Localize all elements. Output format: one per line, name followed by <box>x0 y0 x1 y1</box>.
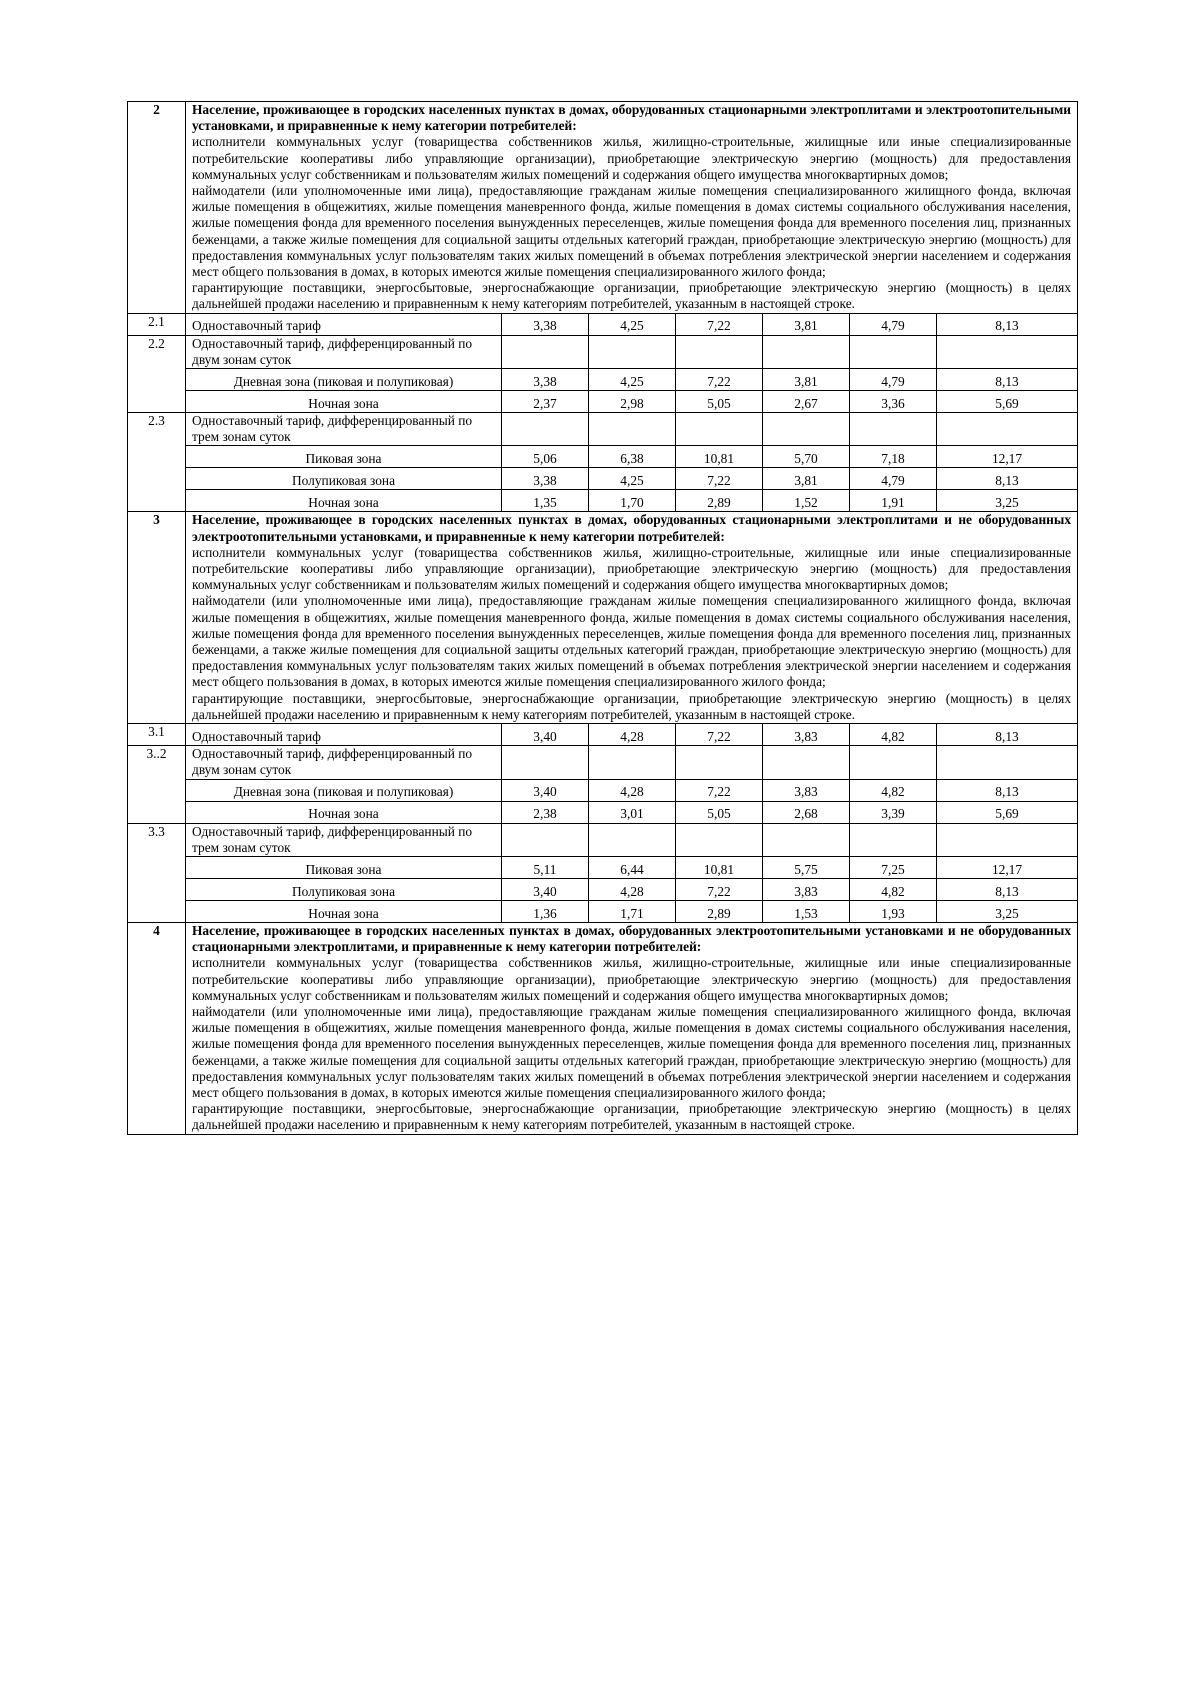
tariff-value: 8,13 <box>937 468 1078 490</box>
empty-cell <box>589 746 676 779</box>
section-paragraph: наймодатели (или уполномоченные ими лица), предоставляющие гражданам жилые помещения специализированного жилищного фонда, включая жилые помещения в общежитиях, жилые помещения маневренного фонда, жилые помещения в домах системы социального обслуживания населения, жилые помещения фонда для временного поселения вынужденных переселенцев, жилые помещения фонда для временного поселения лиц, признанных беженцами, а также жилые помещения для социальной защиты отдельных категорий граждан, приобретающие электрическую энергию (мощность) для предоставления коммунальных услуг пользователям таких жилых помещений в объемах потребления электрической энергии населением и содержания мест общего пользования в домах, в которых имеются жилые помещения специализированного жилого фонда; <box>192 183 1072 280</box>
tariff-value: 7,22 <box>676 313 763 335</box>
tariff-value: 8,13 <box>937 313 1078 335</box>
zone-label: Ночная зона <box>186 391 502 413</box>
tariff-value: 4,82 <box>850 878 937 900</box>
tariff-value: 5,06 <box>502 446 589 468</box>
section-row <box>128 102 1078 314</box>
tariff-value: 4,25 <box>589 468 676 490</box>
tariff-value: 3,83 <box>763 724 850 746</box>
tariff-value: 5,69 <box>937 801 1078 823</box>
tariff-value: 6,38 <box>589 446 676 468</box>
tariff-value: 3,25 <box>937 900 1078 922</box>
section-paragraph: гарантирующие поставщики, энергосбытовые, энергоснабжающие организации, приобретающие электрическую энергию (мощность) в целях дальнейшей продажи населению и приравненным к нему категориям потребителей, указанным в настоящей строке. <box>192 280 1072 312</box>
tariff-value: 5,05 <box>676 801 763 823</box>
empty-cell <box>676 746 763 779</box>
row-number: 3..2 <box>128 746 186 823</box>
empty-cell <box>850 746 937 779</box>
zone-label: Пиковая зона <box>186 856 502 878</box>
tariff-value: 1,70 <box>589 490 676 512</box>
tariff-row <box>128 724 1078 746</box>
tariff-zone-row <box>128 446 1078 468</box>
section-title: Население, проживающее в городских населенных пунктах в домах, оборудованных стационарными электроплитами и электроотопительными установками, и приравненные к нему категории потребителей: <box>192 102 1072 134</box>
tariff-value: 3,40 <box>502 724 589 746</box>
section-paragraph: исполнители коммунальных услуг (товарищества собственников жилья, жилищно-строительные, жилищные или иные специализированные потребительские кооперативы либо управляющие организации), приобретающие электрическую энергию (мощность) для предоставления коммунальных услуг собственникам и пользователям жилых помещений и содержания общего имущества многоквартирных домов; <box>192 544 1072 593</box>
tariff-value: 4,28 <box>589 779 676 801</box>
tariff-value: 1,35 <box>502 490 589 512</box>
tariff-group-row <box>128 746 1078 779</box>
section-number: 2 <box>128 102 186 314</box>
tariff-label: Одноставочный тариф <box>186 313 502 335</box>
tariff-row <box>128 313 1078 335</box>
tariff-value: 7,22 <box>676 369 763 391</box>
section-row <box>128 512 1078 724</box>
zone-label: Дневная зона (пиковая и полупиковая) <box>186 779 502 801</box>
tariff-value: 3,38 <box>502 369 589 391</box>
tariff-value: 12,17 <box>937 856 1078 878</box>
tariff-value: 6,44 <box>589 856 676 878</box>
empty-cell <box>589 335 676 368</box>
tariff-zone-row <box>128 490 1078 512</box>
tariff-value: 1,93 <box>850 900 937 922</box>
empty-cell <box>850 413 937 446</box>
tariff-value: 4,79 <box>850 313 937 335</box>
tariff-value: 3,83 <box>763 779 850 801</box>
tariff-value: 2,37 <box>502 391 589 413</box>
tariff-value: 3,36 <box>850 391 937 413</box>
empty-cell <box>937 413 1078 446</box>
tariff-group-row <box>128 413 1078 446</box>
tariff-value: 3,40 <box>502 779 589 801</box>
zone-label: Ночная зона <box>186 490 502 512</box>
tariff-value: 3,25 <box>937 490 1078 512</box>
tariff-value: 4,28 <box>589 724 676 746</box>
tariff-value: 3,38 <box>502 313 589 335</box>
tariff-value: 3,39 <box>850 801 937 823</box>
tariff-value: 2,89 <box>676 490 763 512</box>
zone-label: Ночная зона <box>186 801 502 823</box>
tariff-value: 7,18 <box>850 446 937 468</box>
tariff-value: 3,83 <box>763 878 850 900</box>
tariff-value: 3,01 <box>589 801 676 823</box>
tariff-value: 7,22 <box>676 468 763 490</box>
tariff-value: 1,36 <box>502 900 589 922</box>
tariff-value: 5,70 <box>763 446 850 468</box>
tariff-value: 4,79 <box>850 468 937 490</box>
tariff-value: 7,22 <box>676 724 763 746</box>
tariff-value: 1,52 <box>763 490 850 512</box>
row-number: 2.1 <box>128 313 186 335</box>
section-row <box>128 922 1078 1134</box>
empty-cell <box>589 823 676 856</box>
tariff-value: 2,68 <box>763 801 850 823</box>
empty-cell <box>763 335 850 368</box>
tariff-value: 8,13 <box>937 369 1078 391</box>
empty-cell <box>502 823 589 856</box>
tariff-table <box>127 101 1078 1135</box>
tariff-value: 10,81 <box>676 856 763 878</box>
section-number: 3 <box>128 512 186 724</box>
section-paragraph: гарантирующие поставщики, энергосбытовые, энергоснабжающие организации, приобретающие электрическую энергию (мощность) в целях дальнейшей продажи населению и приравненным к нему категориям потребителей, указанным в настоящей строке. <box>192 690 1072 722</box>
tariff-table-body <box>128 102 1078 1135</box>
row-number: 2.2 <box>128 335 186 412</box>
tariff-zone-row <box>128 856 1078 878</box>
tariff-value: 3,38 <box>502 468 589 490</box>
tariff-zone-row <box>128 900 1078 922</box>
tariff-label: Одноставочный тариф, дифференцированный по трем зонам суток <box>186 823 502 856</box>
section-paragraph: наймодатели (или уполномоченные ими лица), предоставляющие гражданам жилые помещения специализированного жилищного фонда, включая жилые помещения в общежитиях, жилые помещения маневренного фонда, жилые помещения в домах системы социального обслуживания населения, жилые помещения фонда для временного поселения вынужденных переселенцев, жилые помещения фонда для временного поселения лиц, признанных беженцами, а также жилые помещения для социальной защиты отдельных категорий граждан, приобретающие электрическую энергию (мощность) для предоставления коммунальных услуг пользователям таких жилых помещений в объемах потребления электрической энергии населением и содержания мест общего пользования в домах, в которых имеются жилые помещения специализированного жилого фонда; <box>192 593 1072 690</box>
section-title: Население, проживающее в городских населенных пунктах в домах, оборудованных стационарными электроплитами и не оборудованных электроотопительными установками, и приравненные к нему категории потребителей: <box>192 512 1072 544</box>
empty-cell <box>763 746 850 779</box>
tariff-value: 4,79 <box>850 369 937 391</box>
tariff-label: Одноставочный тариф, дифференцированный по двум зонам суток <box>186 746 502 779</box>
empty-cell <box>676 335 763 368</box>
empty-cell <box>502 746 589 779</box>
tariff-value: 8,13 <box>937 878 1078 900</box>
tariff-value: 5,11 <box>502 856 589 878</box>
tariff-value: 4,82 <box>850 779 937 801</box>
tariff-value: 8,13 <box>937 724 1078 746</box>
tariff-value: 3,81 <box>763 369 850 391</box>
row-number: 3.3 <box>128 823 186 922</box>
section-paragraph: исполнители коммунальных услуг (товарищества собственников жилья, жилищно-строительные, жилищные или иные специализированные потребительские кооперативы либо управляющие организации), приобретающие электрическую энергию (мощность) для предоставления коммунальных услуг собственникам и пользователям жилых помещений и содержания общего имущества многоквартирных домов; <box>192 134 1072 182</box>
empty-cell <box>502 413 589 446</box>
zone-label: Пиковая зона <box>186 446 502 468</box>
tariff-value: 8,13 <box>937 779 1078 801</box>
empty-cell <box>676 823 763 856</box>
tariff-value: 4,25 <box>589 313 676 335</box>
zone-label: Дневная зона (пиковая и полупиковая) <box>186 369 502 391</box>
empty-cell <box>850 335 937 368</box>
tariff-label: Одноставочный тариф <box>186 724 502 746</box>
tariff-value: 5,69 <box>937 391 1078 413</box>
tariff-value: 1,53 <box>763 900 850 922</box>
tariff-value: 7,25 <box>850 856 937 878</box>
tariff-value: 5,75 <box>763 856 850 878</box>
tariff-group-row <box>128 823 1078 856</box>
row-number: 2.3 <box>128 413 186 512</box>
section-description <box>186 922 1078 1134</box>
section-number: 4 <box>128 922 186 1134</box>
zone-label: Полупиковая зона <box>186 468 502 490</box>
tariff-value: 10,81 <box>676 446 763 468</box>
section-title: Население, проживающее в городских населенных пунктах в домах, оборудованных электроотопительными установками и не оборудованных стационарными электроплитами, и приравненные к нему категории потребителей: <box>192 922 1072 955</box>
section-paragraph: исполнители коммунальных услуг (товарищества собственников жилья, жилищно-строительные, жилищные или иные специализированные потребительские кооперативы либо управляющие организации), приобретающие электрическую энергию (мощность) для предоставления коммунальных услуг собственникам и пользователям жилых помещений и содержания общего имущества многоквартирных домов; <box>192 955 1072 1003</box>
tariff-label: Одноставочный тариф, дифференцированный по трем зонам суток <box>186 413 502 446</box>
tariff-value: 3,40 <box>502 878 589 900</box>
tariff-value: 1,71 <box>589 900 676 922</box>
empty-cell <box>937 746 1078 779</box>
tariff-value: 2,98 <box>589 391 676 413</box>
tariff-value: 2,89 <box>676 900 763 922</box>
tariff-value: 3,81 <box>763 313 850 335</box>
empty-cell <box>676 413 763 446</box>
tariff-value: 12,17 <box>937 446 1078 468</box>
empty-cell <box>589 413 676 446</box>
tariff-zone-row <box>128 878 1078 900</box>
zone-label: Полупиковая зона <box>186 878 502 900</box>
empty-cell <box>763 413 850 446</box>
tariff-zone-row <box>128 468 1078 490</box>
empty-cell <box>850 823 937 856</box>
section-description <box>186 102 1078 314</box>
tariff-value: 4,28 <box>589 878 676 900</box>
tariff-zone-row <box>128 779 1078 801</box>
tariff-group-row <box>128 335 1078 368</box>
empty-cell <box>937 823 1078 856</box>
tariff-zone-row <box>128 369 1078 391</box>
tariff-value: 1,91 <box>850 490 937 512</box>
tariff-value: 7,22 <box>676 779 763 801</box>
tariff-label: Одноставочный тариф, дифференцированный по двум зонам суток <box>186 335 502 368</box>
tariff-zone-row <box>128 391 1078 413</box>
tariff-value: 7,22 <box>676 878 763 900</box>
section-description <box>186 512 1078 724</box>
tariff-zone-row <box>128 801 1078 823</box>
tariff-value: 4,25 <box>589 369 676 391</box>
row-number: 3.1 <box>128 724 186 746</box>
tariff-value: 5,05 <box>676 391 763 413</box>
zone-label: Ночная зона <box>186 900 502 922</box>
tariff-value: 2,38 <box>502 801 589 823</box>
tariff-value: 3,81 <box>763 468 850 490</box>
empty-cell <box>502 335 589 368</box>
tariff-value: 4,82 <box>850 724 937 746</box>
tariff-value: 2,67 <box>763 391 850 413</box>
section-paragraph: наймодатели (или уполномоченные ими лица), предоставляющие гражданам жилые помещения специализированного жилищного фонда, включая жилые помещения в общежитиях, жилые помещения маневренного фонда, жилые помещения в домах системы социального обслуживания населения, жилые помещения фонда для временного поселения вынужденных переселенцев, жилые помещения фонда для временного поселения лиц, признанных беженцами, а также жилые помещения для социальной защиты отдельных категорий граждан, приобретающие электрическую энергию (мощность) для предоставления коммунальных услуг пользователям таких жилых помещений в объемах потребления электрической энергии населением и содержания мест общего пользования в домах, в которых имеются жилые помещения специализированного жилого фонда; <box>192 1003 1072 1100</box>
section-paragraph: гарантирующие поставщики, энергосбытовые, энергоснабжающие организации, приобретающие электрическую энергию (мощность) в целях дальнейшей продажи населению и приравненным к нему категориям потребителей, указанным в настоящей строке. <box>192 1101 1072 1133</box>
empty-cell <box>763 823 850 856</box>
empty-cell <box>937 335 1078 368</box>
